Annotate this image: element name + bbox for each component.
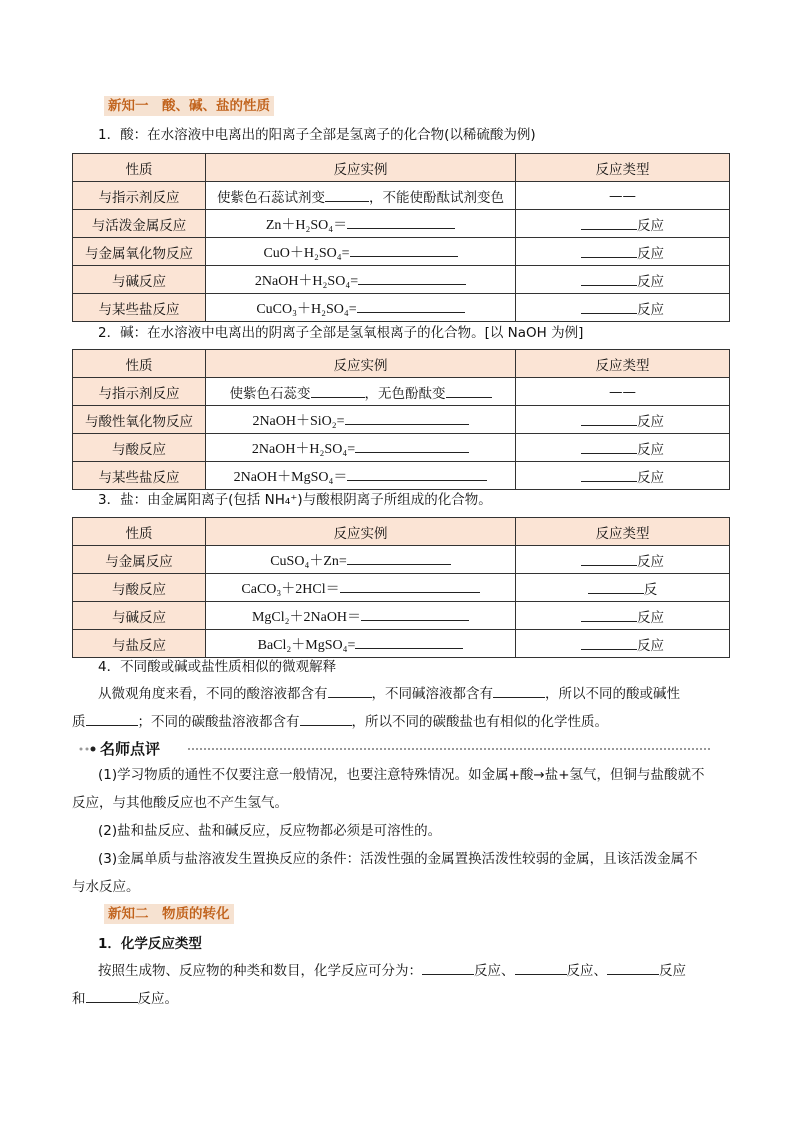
property-cell: 与酸性氧化物反应 — [73, 406, 206, 434]
answer-blank[interactable] — [358, 270, 466, 285]
header-example: 反应实例 — [206, 350, 516, 378]
equation-text: BaCl₂＋MgSO₄= — [257, 637, 356, 653]
type-cell — [516, 434, 730, 462]
note-1-line-1: (1)学习物质的通性不仅要注意一般情况，也要注意特殊情况。如金属+酸→盐+氢气，但铜与盐酸就不 — [98, 767, 705, 783]
equation-text: Zn＋H₂SO₄＝ — [265, 217, 348, 233]
header-example: 反应实例 — [206, 518, 516, 546]
answer-blank[interactable] — [581, 607, 637, 622]
table-row — [73, 238, 730, 266]
table-row — [73, 546, 730, 574]
table-row — [73, 630, 730, 658]
property-cell: 与酸反应 — [73, 434, 206, 462]
property-cell: 与金属氧化物反应 — [73, 238, 206, 266]
answer-blank[interactable] — [350, 242, 458, 257]
type-suffix: 反应 — [637, 469, 664, 486]
type-cell — [516, 406, 730, 434]
equation-text: CuO＋H₂SO₄= — [263, 245, 350, 261]
micro-text: ，不同碱溶液都含有 — [371, 686, 493, 702]
header-property: 性质 — [73, 350, 206, 378]
micro-text: 质 — [72, 714, 86, 730]
example-cell — [206, 294, 516, 322]
example-cell — [206, 182, 516, 210]
example-cell — [206, 406, 516, 434]
classification-line-2 — [72, 985, 732, 1013]
table-row — [73, 434, 730, 462]
answer-blank[interactable] — [361, 606, 469, 621]
example-text: ，无色酚酞变 — [364, 385, 446, 402]
micro-paragraph-line-2 — [72, 708, 732, 736]
answer-blank[interactable] — [328, 683, 372, 698]
classification-line-1 — [98, 957, 758, 985]
note-divider — [188, 748, 710, 750]
type-cell: —— — [516, 378, 730, 406]
property-cell: 与金属反应 — [73, 546, 206, 574]
property-cell: 与指示剂反应 — [73, 378, 206, 406]
table-row — [73, 266, 730, 294]
classification-text: 反应、 — [566, 963, 607, 979]
micro-text: 从微观角度来看，不同的酸溶液都含有 — [98, 686, 328, 702]
example-cell — [206, 574, 516, 602]
property-cell: 与某些盐反应 — [73, 462, 206, 490]
note-3-line-2: 与水反应。 — [72, 879, 140, 895]
acid-table — [72, 153, 730, 322]
type-cell — [516, 266, 730, 294]
type-suffix: 反应 — [637, 301, 664, 318]
answer-blank[interactable] — [345, 410, 469, 425]
answer-blank[interactable] — [581, 467, 637, 482]
type-suffix: 反应 — [637, 413, 664, 430]
table-header-row — [73, 518, 730, 546]
type-suffix: 反应 — [637, 609, 664, 626]
example-cell — [206, 630, 516, 658]
micro-title: 4．不同酸或碱或盐性质相似的微观解释 — [98, 659, 337, 675]
example-text: 使紫色石蕊试剂变 — [217, 189, 325, 206]
base-intro: 2．碱：在水溶液中电离出的阴离子全部是氢氧根离子的化合物。[以 NaOH 为例] — [98, 325, 584, 341]
type-cell — [516, 210, 730, 238]
micro-paragraph-line-1 — [98, 680, 728, 708]
property-cell: 与碱反应 — [73, 602, 206, 630]
type-cell — [516, 630, 730, 658]
salt-table — [72, 517, 730, 658]
answer-blank[interactable] — [357, 298, 465, 313]
property-cell: 与酸反应 — [73, 574, 206, 602]
type-cell — [516, 462, 730, 490]
equation-text: CuSO₄＋Zn= — [270, 553, 347, 569]
classification-text: 反应。 — [137, 991, 178, 1007]
example-text: 使紫色石蕊变 — [229, 385, 311, 402]
property-cell: 与活泼金属反应 — [73, 210, 206, 238]
example-cell — [206, 378, 516, 406]
micro-text: ；不同的碳酸盐溶液都含有 — [137, 714, 300, 730]
header-type: 反应类型 — [516, 154, 730, 182]
answer-blank[interactable] — [86, 711, 138, 726]
header-type: 反应类型 — [516, 518, 730, 546]
header-property: 性质 — [73, 518, 206, 546]
equation-text: CuCO₃＋H₂SO₄= — [256, 301, 357, 317]
answer-blank[interactable] — [446, 383, 492, 398]
type-suffix: 反应 — [637, 637, 664, 654]
answer-blank[interactable] — [581, 411, 637, 426]
property-cell: 与某些盐反应 — [73, 294, 206, 322]
answer-blank[interactable] — [493, 683, 545, 698]
answer-blank[interactable] — [607, 960, 659, 975]
type-cell — [516, 574, 730, 602]
example-cell — [206, 210, 516, 238]
table-row — [73, 574, 730, 602]
answer-blank[interactable] — [300, 711, 352, 726]
type-suffix: 反应 — [637, 441, 664, 458]
table-row — [73, 462, 730, 490]
answer-blank[interactable] — [340, 578, 480, 593]
section-heading-2: 新知二 物质的转化 — [104, 904, 234, 924]
table-row — [73, 182, 730, 210]
example-cell — [206, 602, 516, 630]
type-cell — [516, 602, 730, 630]
example-text: ，不能使酚酞试剂变色 — [369, 189, 504, 206]
equation-text: 2NaOH＋MgSO₄＝ — [233, 469, 348, 485]
answer-blank[interactable] — [581, 299, 637, 314]
answer-blank[interactable] — [581, 215, 637, 230]
type-cell — [516, 238, 730, 266]
table-row — [73, 294, 730, 322]
answer-blank[interactable] — [515, 960, 567, 975]
type-suffix: 反应 — [637, 217, 664, 234]
answer-blank[interactable] — [355, 634, 463, 649]
salt-intro: 3．盐：由金属阳离子(包括 NH₄⁺)与酸根阴离子所组成的化合物。 — [98, 492, 492, 508]
type-cell — [516, 294, 730, 322]
example-cell — [206, 238, 516, 266]
table-row — [73, 602, 730, 630]
answer-blank[interactable] — [347, 214, 455, 229]
property-cell: 与碱反应 — [73, 266, 206, 294]
micro-text: ，所以不同的酸或碱性 — [545, 686, 680, 702]
equation-text: 2NaOH＋H₂SO₄= — [254, 273, 359, 289]
property-cell: 与指示剂反应 — [73, 182, 206, 210]
acid-intro: 1．酸：在水溶液中电离出的阳离子全部是氢离子的化合物(以稀硫酸为例) — [98, 127, 536, 143]
answer-blank[interactable] — [581, 271, 637, 286]
answer-blank[interactable] — [311, 383, 365, 398]
example-cell — [206, 462, 516, 490]
header-property: 性质 — [73, 154, 206, 182]
answer-blank[interactable] — [581, 551, 637, 566]
answer-blank[interactable] — [355, 438, 469, 453]
example-cell — [206, 546, 516, 574]
equation-text: CaCO₃＋2HCl＝ — [241, 581, 340, 597]
note-1-line-2: 反应，与其他酸反应也不产生氢气。 — [72, 795, 288, 811]
equation-text: 2NaOH＋H₂SO₄= — [251, 441, 356, 457]
example-cell — [206, 266, 516, 294]
header-type: 反应类型 — [516, 350, 730, 378]
answer-blank[interactable] — [86, 988, 138, 1003]
classification-text: 反应 — [659, 963, 686, 979]
example-cell — [206, 434, 516, 462]
table-header-row — [73, 154, 730, 182]
header-example: 反应实例 — [206, 154, 516, 182]
note-3-line-1: (3)金属单质与盐溶液发生置换反应的条件：活泼性强的金属置换活泼性较弱的金属，且该活泼金属不 — [98, 851, 698, 867]
table-row — [73, 210, 730, 238]
type-cell: —— — [516, 182, 730, 210]
equation-text: MgCl₂＋2NaOH＝ — [251, 609, 362, 625]
classification-text: 和 — [72, 991, 86, 1007]
answer-blank[interactable] — [581, 439, 637, 454]
answer-blank[interactable] — [347, 466, 487, 481]
answer-blank[interactable] — [581, 635, 637, 650]
answer-blank[interactable] — [581, 243, 637, 258]
bullet-dots-icon — [78, 744, 98, 754]
table-header-row — [73, 350, 730, 378]
answer-blank[interactable] — [588, 579, 644, 594]
classification-text: 按照生成物、反应物的种类和数目，化学反应可分为： — [98, 963, 422, 979]
note-heading: 名师点评 — [100, 740, 161, 758]
subsection-title: 1．化学反应类型 — [98, 936, 202, 952]
classification-text: 反应、 — [474, 963, 515, 979]
equation-text: 2NaOH＋SiO₂= — [252, 413, 345, 429]
type-suffix: 反应 — [637, 273, 664, 290]
base-table — [72, 349, 730, 490]
note-2: (2)盐和盐反应、盐和碱反应，反应物都必须是可溶性的。 — [98, 823, 442, 839]
type-suffix: 反应 — [637, 245, 664, 262]
type-cell — [516, 546, 730, 574]
answer-blank[interactable] — [347, 550, 451, 565]
type-suffix: 反应 — [637, 553, 664, 570]
type-suffix: 反 — [643, 581, 658, 598]
property-cell: 与盐反应 — [73, 630, 206, 658]
answer-blank[interactable] — [422, 960, 474, 975]
table-row — [73, 378, 730, 406]
micro-text: ，所以不同的碳酸盐也有相似的化学性质。 — [351, 714, 608, 730]
answer-blank[interactable] — [325, 187, 369, 202]
section-heading-1: 新知一 酸、碱、盐的性质 — [104, 96, 274, 116]
table-row — [73, 406, 730, 434]
